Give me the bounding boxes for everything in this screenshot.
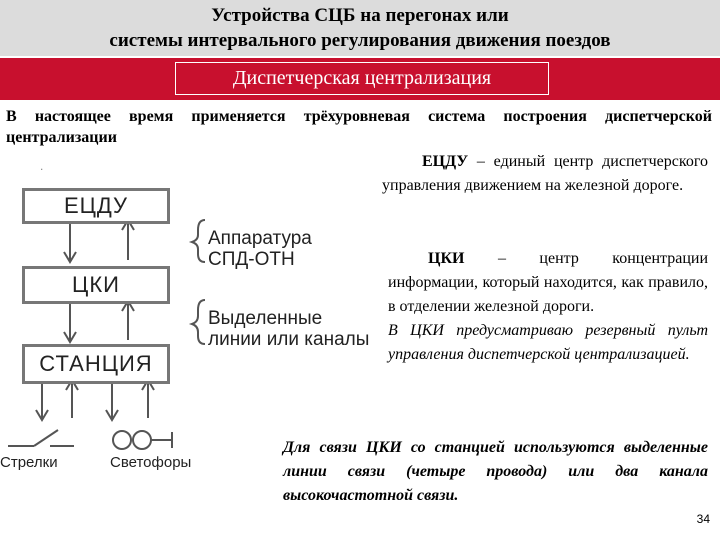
cki-text: – центр концентрации информации, который находится, как правило, в отделении железной дороги. [388,250,708,315]
header-line-1: Устройства СЦБ на перегонах или [211,5,509,26]
bottom-note-part1: Для связи [283,439,367,456]
equipment-label [208,228,312,270]
ecdu-text: – единый центр диспетчерского управления движением на железной дороге. [382,153,708,194]
ecdu-description [382,150,708,198]
channels-label-line2: линии или каналы [208,329,370,350]
level-cki-box [22,266,170,304]
brace-upper [192,220,205,262]
level-ecdu-label: ЕЦДУ [63,193,129,218]
channels-label-line1: Выделенные [208,308,323,329]
three-level-diagram [0,150,400,480]
intro-text: В настоящее время применяется трёхуровневая система построения диспетчерской централизации [6,108,712,146]
bottom-note-part2: со станцией используются выделенные линии связи (четыре провода) или два канала высокочастотной связи. [283,439,708,504]
cki-term: ЦКИ [428,250,465,267]
bottom-note-term: ЦКИ [366,439,402,456]
stray-mark: . [40,159,44,173]
section-title: Диспетчерская централизация [175,62,549,95]
equipment-label-line2: СПД-ОТН [208,249,295,270]
cki-description [388,247,708,367]
switch-blade [34,430,58,446]
channels-label [208,308,369,350]
slide-header [0,0,720,56]
page-number: 34 [696,512,710,526]
signals-label: Светофоры [110,454,192,471]
signal-lamp-left [113,431,131,449]
level-station-label: СТАНЦИЯ [39,351,153,376]
header-line-2: системы интервального регулирования движения поездов [109,30,611,51]
level-cki-label: ЦКИ [72,272,120,297]
ecdu-term: ЕЦДУ [422,153,469,170]
brace-lower [192,300,205,344]
switches-label: Стрелки [0,454,58,471]
level-ecdu-box [22,188,170,224]
signal-lamp-right [133,431,151,449]
level-station-box [22,344,170,384]
equipment-label-line1: Аппаратура [208,228,312,249]
cki-italic-note: В ЦКИ предусматриваю резервный пульт управления диспетчерской централизацией. [388,322,708,363]
